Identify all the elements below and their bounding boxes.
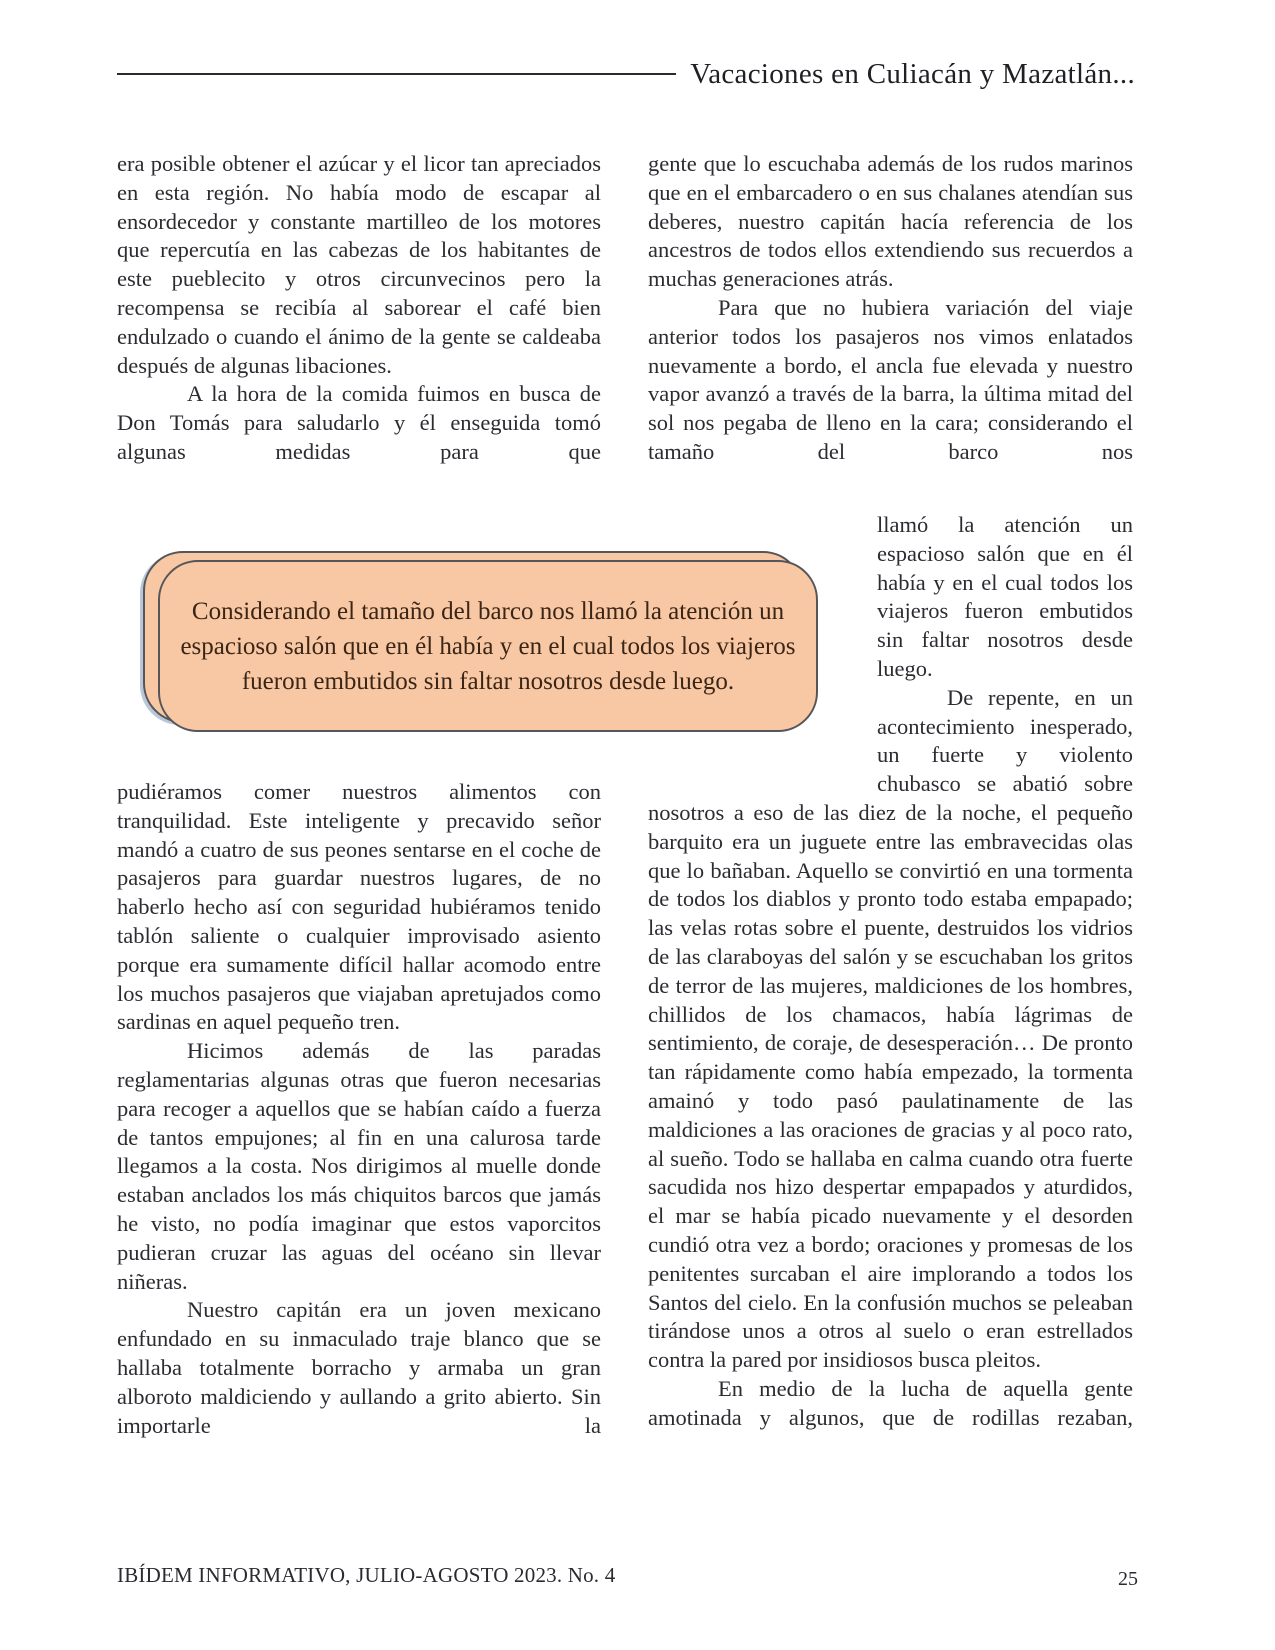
left-column-top [117,150,601,467]
paragraph: Hicimos además de las paradas reglamentarias algunas otras que fueron necesarias para recoger a aquellos que se habían caído a fuerza de tantos empujones; al fin en una calurosa tarde llegamos a la costa. Nos dirigimos al muelle donde estaban anclados los más chiquitos barcos que jamás he visto, no podía imaginar que estos vaporcitos pudieran cruzar las aguas del océano sin llevar niñeras. [117,1038,601,1294]
left-column-bottom [117,778,601,1440]
paragraph: De repente, en un acontecimiento inesperado, un fuerte y violento chubasco se abatió sobre [877,684,1133,797]
paragraph: Nuestro capitán era un joven mexicano enfundado en su inmaculado traje blanco que se hallaba totalmente borracho y armaba un gran alboroto maldiciendo y aullando a grito abierto. Sin importarle la [117,1297,601,1438]
paragraph: era posible obtener el azúcar y el licor tan apreciados en esta región. No había modo de escapar al ensordecedor y constante martilleo de los motores que repercutía en las cabezas de los habitantes de este pueblecito y otros circunvecinos pero la recompensa se recibía al saborear el café bien endulzado o cuando el ánimo de la gente se caldeaba después de algunas libaciones. [117,151,601,378]
paragraph: A la hora de la comida fuimos en busca de Don Tomás para saludarlo y él enseguida tomó algunas medidas para que [117,381,601,464]
footer-page-number: 25 [1118,1568,1138,1590]
right-column-bottom [648,799,1133,1433]
paragraph: En medio de la lucha de aquella gente amotinada y algunos, que de rodillas rezaban, [648,1375,1133,1430]
right-column-top [648,150,1133,467]
paragraph: pudiéramos comer nuestros alimentos con tranquilidad. Este inteligente y precavido señor mandó a cuatro de sus peones sentarse en el coche de pasajeros para guardar nuestros lugares, de no haberlo hecho así con seguridad hubiéramos tenido tablón saliente o cualquier improvisado asiento porque era sumamente difícil hallar acomodo entre los muchos pasajeros que viajaban apretujados como sardinas en aquel pequeño tren. [117,779,601,1035]
paragraph: Para que no hubiera variación del viaje anterior todos los pasajeros nos vimos enlatados nuevamente a bordo, el ancla fue elevada y nuestro vapor avanzó a través de la barra, la última mitad del sol nos pegaba de lleno en la cara; considerando el tamaño del barco nos [648,294,1133,464]
paragraph: nosotros a eso de las diez de la noche, el pequeño barquito era un juguete entre las embravecidas olas que lo bañaban. Aquello se convirtió en una tormenta de todos los diablos y pronto todo estaba empapado; las velas rotas sobre el puente, destruidos los vidrios de las claraboyas del salón y se escuchaban los gritos de terror de las mujeres, maldiciones de los hombres, chillidos de los chamacos, había lágrimas de sentimiento, de coraje, de desesperación… De pronto tan rápidamente como había empezado, la tormenta amainó y todo pasó paulatinamente de las maldiciones a las oraciones de gracias y al poco rato, al sueño. Todo se hallaba en calma cuando otra fuerte sacudida nos hizo despertar empapados y aturdidos, el mar se había picado nuevamente y el desorden cundió otra vez a bordo; oraciones y promesas de los penitentes surcaban el aire implorando a todos los Santos del cielo. En la confusión muchos se peleaban tirándose unos a otros al suelo o eran estrellados contra la pared por insidiosos busca pleitos. [648,800,1133,1373]
page-title: Vacaciones en Culiacán y Mazatlán... [690,57,1135,90]
pull-quote-box [158,560,818,732]
header-rule [117,73,676,75]
footer-journal-line: IBÍDEM INFORMATIVO, JULIO-AGOSTO 2023. No. 4 [117,1563,616,1587]
paragraph: gente que lo escuchaba además de los rudos marinos que en el embarcadero o en sus chalanes atendían sus deberes, nuestro capitán hacía referencia de los ancestros de todos ellos extendiendo sus recuerdos a muchas generaciones atrás. [648,151,1133,292]
page-header [117,52,1135,96]
pull-quote-text: Considerando el tamaño del barco nos llamó la atención un espacioso salón que en él había y en el cual todos los viajeros fueron embutidos sin faltar nosotros desde luego. [180,597,796,695]
right-column-narrow-wrap [877,511,1133,799]
paragraph: llamó la atención un espacioso salón que en él había y en el cual todos los viajeros fueron embutidos sin faltar nosotros desde luego. [877,512,1133,681]
